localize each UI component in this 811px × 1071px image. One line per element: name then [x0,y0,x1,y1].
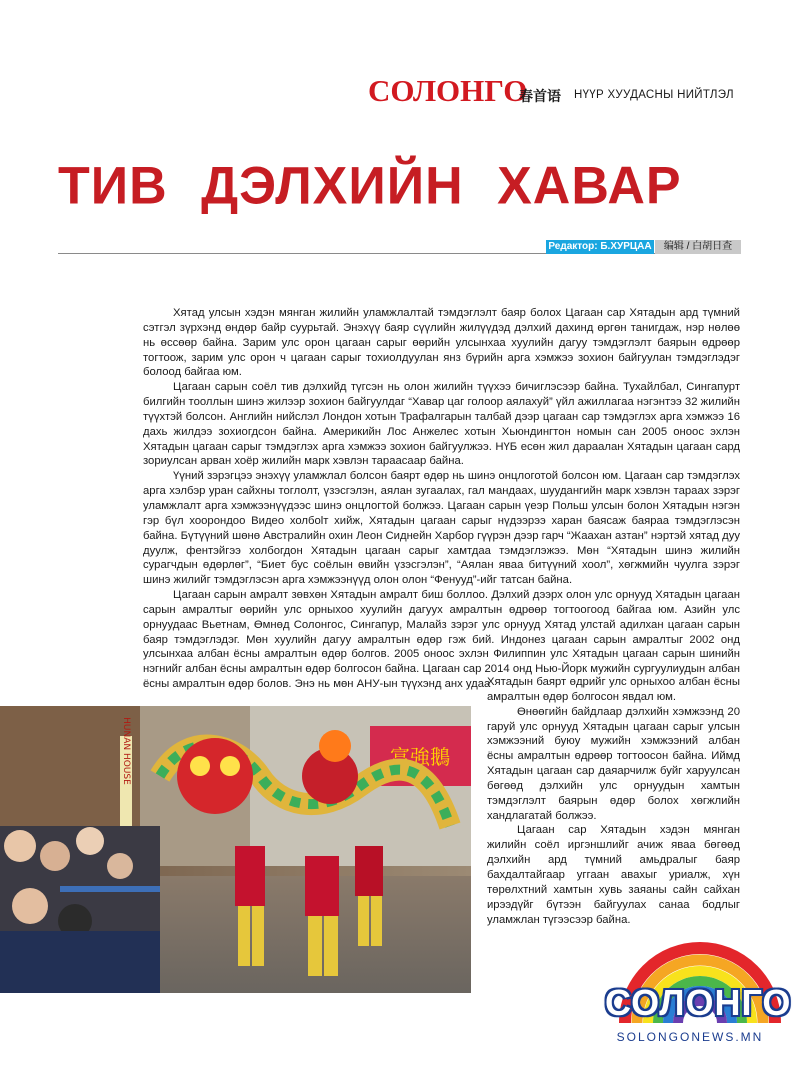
article-paragraph-1: Хятад улсын хэдэн мянган жилийн уламжлалтай тэмдэглэлт баяр болох Цагаан сар Хятадын ард түмний сэтгэл зүрхэнд өндөр байр суурьтай. Энэхүү баяр сүүлийн жилүүдэд дэлхий дахинд өргөн танигдаж, нэр нөлөө нь өссөөр байна. Зарим улс орон цагаан сарыг өөрийн улсынхаа хуулийн дагуу тэмдэглэлт баярын өдрөөр тогтоож, зарим улс орон ч цагаан сарыг тохиолдуулан янз бүрийн арга хэмжээ зохион байгуулан тэмдэглэдэг болоод байгаа юм. [143,307,740,379]
article-continuation: Хятадын баярт өдрийг улс орныхоо албан ёсны амралтын өдөр болгосон явдал юм. [487,676,740,703]
article-paragraph-3: Үүний зэрэгцээ энэхүү уламжлал болсон баярт өдөр нь шинэ онцлоготой болсон юм. Цагаан сар тэмдэглэх арга хэлбэр уран сайхны тоглолт, үзэсгэлэн, аялан зугаалах, гал мандаах, шуудангийн марк хэвлэн тараах зэрэг уламжлалт арга хэмжээнүүдээс шинэ онцлогтой болжээ. Цагаан сарын үеэр Польш улсын болон Хятадын нэгэн гэр бүл хоорондоо Видео холбоlт хийж, Хятадын цагаан сарыг нүдээрээ харан баясаж баяраа тэмдэглэсэн байна. Бүтүүний шөнө Австралийн охин Леон Сиднейн Харбор гүүрэн дээр гарч “Жаахан азтан” нэртэй хятад дуу дуулж, фентэйгээ холбогдон Хятадын цагаан сарыг хамтдаа тэмдэглэжээ. Мөн “Хятадын шинэ жилийн сурагчдын өдөрлөг”, “Биет бус соёлын өвийн үзэсгэлэн”, “Аялан яваа битүүний хоол”, хөгжмийн чуулга зэрэг шинэ жилийг тэмдэглэсэн арга хэмжээнүүд олон олон “Фенууд”-ийг татсан байна. [143,470,740,587]
hunan-house-sign: HUNAN HOUSE [121,717,131,785]
header-brand: СОЛОНГО [368,73,528,108]
shop-banner: 富強鵝 [390,745,450,769]
article-paragraph-6: Цагаан сар Хятадын хэдэн мянган жилийн соёл иргэншлийг ачиж яваа бөгөөд дэлхийн ард түмний амьдралыг баяр бахдалтайгаар уггаан авахыг уриалж, хүн төрөлхтний хамтын хувь заяаны сайн сайхан ирээдүйг бүтээн байгуулах санаа бодлыг уламжлан түгээсээр байна. [487,824,740,926]
article-side-column [487,675,740,927]
article-headline: ТИВ ДЭЛХИЙН ХАВАР [58,156,682,216]
editor-label: Редактор: Б.ХУРЦАА [546,240,654,254]
article-body [143,306,740,692]
header-section-label: НҮҮР ХУУДАСНЫ НИЙТЛЭЛ [574,89,734,101]
article-paragraph-5: Өнөөгийн байдлаар дэлхийн хэмжээнд 20 гаруй улс орнууд Хятадын цагаан сарыг улсын хэмжээний буюу мужийн хэмжээний албан ёсны амралтын өдрөөр тогтоосон байна. Иймд Хятадын цагаан сар даяарчилж буйг харуулсан бөгөөд дэлхийн улс орнуудын хамтын тэмдэглэлт баярын өдөр болох хөгжлийн хандлагатай болжээ. [487,705,740,822]
solongo-logo-text: СОЛОНГО [605,982,792,1023]
dragon-dance-photo [0,706,471,993]
solongo-logo-url: SOLONGONEWS.MN [616,1030,764,1044]
header-brand-chinese: 春首语 [519,89,561,105]
article-paragraph-4: Цагаан сарын амралт зөвхөн Хятадын амралт биш боллоо. Дэлхий дээрх олон улс орнууд Хятадын цагаан сарын амралтыг өөрийн улс орныхоо хуулийн дагуух амралтын өдрөөр тогтоогоод байгаа юм. Азийн улс орнуудаас Вьетнам, Өмнөд Солонгос, Сингапур, Малайз зэрэг улс орнууд Хятад улстай адилхан цагаан сарын баяр тэмдэглэдэг. Мөн хуулийн дагуу амралтын өдөр гэж бий. Индонез цагаан сарын амралтыг 2002 онд улсынхаа албан ёсны амралтын өдөр болгов. 2005 оноос эхлэн Филиппин улс Хятадын цагаан сарын шинийн нэгнийг албан ёсны амралтын өдөр болгосон байна. Цагаан сар 2014 онд Нью-Йорк мужийн сургуулиудын албан ёсны амралтын өдөр болов. Энэ нь мөн АНУ-ын түүхэнд анх удаа [143,589,740,691]
article-paragraph-2: Цагаан сарын соёл тив дэлхийд түгсэн нь олон жилийн түүхээ бичиглэсээр байна. Тухайлбал, Сингапурт билгийн тооллын шинэ жилээр зохион байгуулдаг “Хавар цаг голоор аялахуй” үйл ажиллагаа нэгэнтээ 32 жилийн түүхтэй болсон. Английн нийслэл Лондон хотын Трафалгарын талбай дээр цагаан сар тэмдэглэх арга хэмжээ 16 дахь жилдээ зохиогдсон байна. Америкийн Лос Анжелес хотын Хьюндингтон номын сан 2005 оноос эхлэн Хятадын цагаан сарыг тэмдэглэх арга хэмжээ зохион байгуулжээ. НҮБ есөн жил дараалан Хятадын цагаан сард зориулсан арван хоёр жилийн марк хэвлэн тараасаар байна. [143,381,740,468]
editor-label-chinese: 编辑 / 白胡日查 [655,240,741,254]
